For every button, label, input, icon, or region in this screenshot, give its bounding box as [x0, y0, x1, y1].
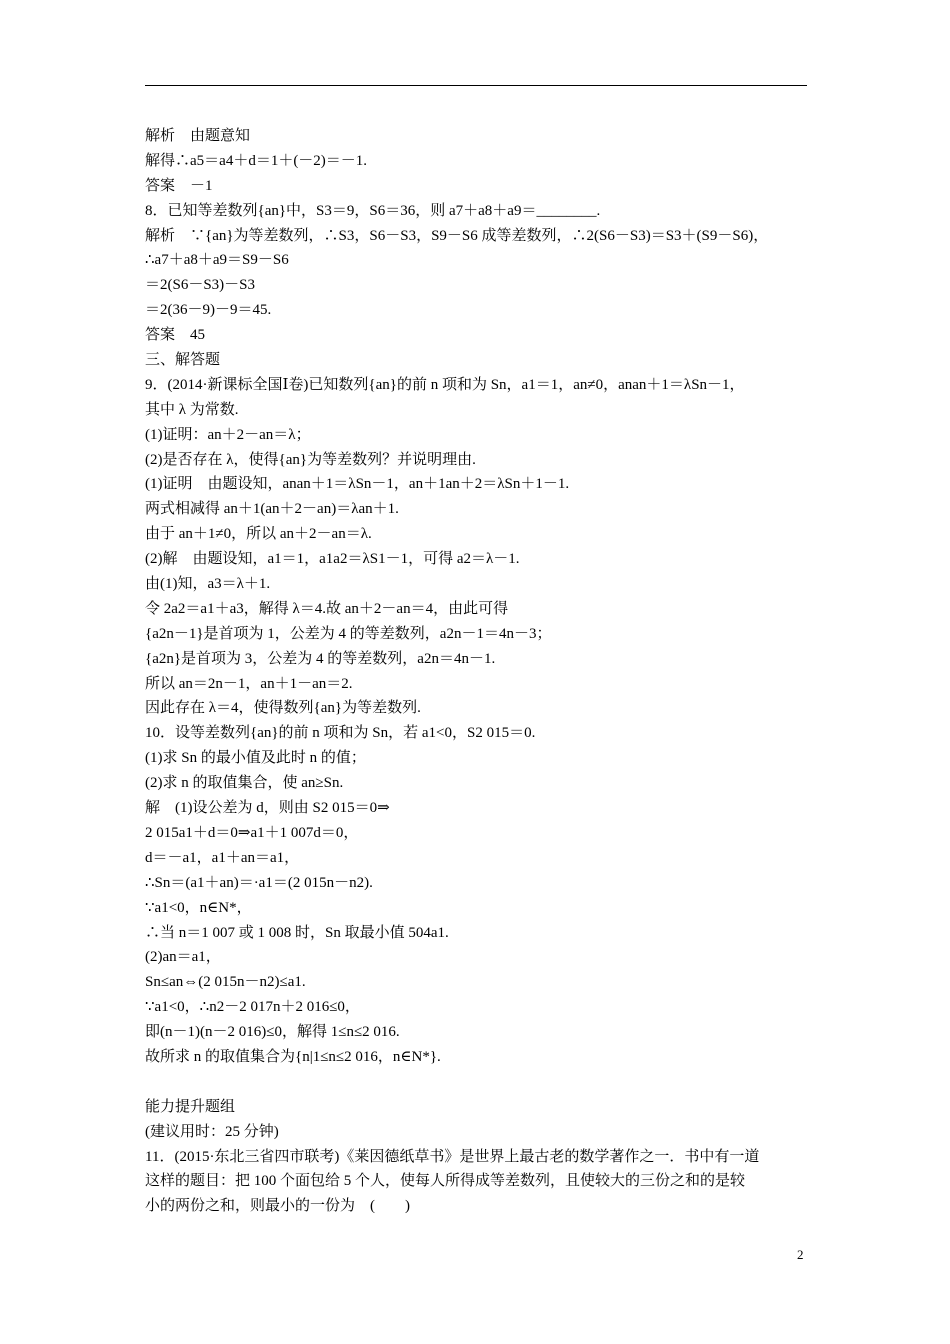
- text-line: ＝2(S6－S3)－S3: [145, 277, 256, 294]
- text-line: 故所求 n 的取值集合为{n|1≤n≤2 016，n∈N*}.: [145, 1048, 441, 1065]
- text-line: {a2n－1}是首项为 1，公差为 4 的等差数列，a2n－1＝4n－3；: [145, 625, 552, 642]
- text-line: 答案 45: [145, 327, 206, 344]
- text-line: 所以 an＝2n－1，an＋1－an＝2.: [145, 675, 353, 692]
- text-line: 即(n－1)(n－2 016)≤0，解得 1≤n≤2 016.: [145, 1024, 400, 1041]
- question-11: 11．(2015·东北三省四市联考)《莱因德纸草书》是世界上最古老的数学著作之一．书中有一道: [145, 1148, 760, 1165]
- text-line: (1)求 Sn 的最小值及此时 n 的值；: [145, 750, 366, 767]
- text-line: (2)an＝a1，: [145, 949, 221, 966]
- text-line: d＝－a1，a1＋an＝a1，: [145, 849, 300, 866]
- text-line: 解析 ∵{an}为等差数列，∴S3，S6－S3，S9－S6 成等差数列，∴2(S6－S3)＝S3＋(S9－S6)，: [145, 227, 769, 244]
- text-line: (2)解 由题设知，a1＝1，a1a2＝λS1－1，可得 a2＝λ－1.: [145, 551, 520, 568]
- text-line: (2)是否存在 λ，使得{an}为等差数列？并说明理由.: [145, 451, 476, 468]
- text-line: 由(1)知，a3＝λ＋1.: [145, 576, 271, 593]
- text-line: 这样的题目：把 100 个面包给 5 个人，使每人所得成等差数列，且使较大的三份之和的是较: [145, 1173, 746, 1190]
- text-line: (1)证明 由题设知，anan＋1＝λSn－1，an＋1an＋2＝λSn＋1－1.: [145, 476, 570, 493]
- text-line: 其中 λ 为常数.: [145, 401, 239, 418]
- suggested-time: (建议用时：25 分钟): [145, 1123, 279, 1140]
- text-line: 解 (1)设公差为 d，则由 S2 015＝0⇒: [145, 800, 390, 817]
- text-line: ∵a1<0，∴n2－2 017n＋2 016≤0，: [145, 999, 360, 1016]
- text-line: Sn≤an⇔(2 015n－n2)≤a1.: [145, 974, 306, 991]
- text-line: 小的两份之和，则最小的一份为 ( ): [145, 1198, 410, 1215]
- text-line: 由于 an＋1≠0，所以 an＋2－an＝λ.: [145, 526, 372, 543]
- document-body: [145, 124, 815, 1219]
- page-number: 2: [797, 1247, 804, 1262]
- text-line: ＝2(36－9)－9＝45.: [145, 302, 272, 319]
- text-line: (2)求 n 的取值集合，使 an≥Sn.: [145, 775, 344, 792]
- text-line: 2 015a1＋d＝0⇒a1＋1 007d＝0，: [145, 824, 359, 841]
- text-line: {a2n}是首项为 3，公差为 4 的等差数列，a2n＝4n－1.: [145, 650, 496, 667]
- header-rule: [145, 85, 807, 86]
- text-line: ∴Sn＝(a1＋an)＝·a1＝(2 015n－n2).: [145, 874, 373, 891]
- text-line: 解析 由题意知: [145, 128, 251, 144]
- text-line: (1)证明：an＋2－an＝λ；: [145, 426, 311, 443]
- text-line: 令 2a2＝a1＋a3，解得 λ＝4.故 an＋2－an＝4，由此可得: [145, 600, 509, 617]
- question-10: 10．设等差数列{an}的前 n 项和为 Sn，若 a1<0，S2 015＝0.: [145, 725, 536, 742]
- section-heading: 三、解答题: [145, 352, 221, 369]
- blank-line: [145, 1070, 815, 1095]
- text-line: ∵a1<0，n∈N*，: [145, 899, 252, 916]
- question-9: 9．(2014·新课标全国Ⅰ卷)已知数列{an}的前 n 项和为 Sn，a1＝1，an≠0，anan＋1＝λSn－1，: [145, 376, 745, 393]
- text-line: 答案 －1: [145, 177, 213, 194]
- section-title: 能力提升题组: [145, 1098, 236, 1115]
- text-line: 两式相减得 an＋1(an＋2－an)＝λan＋1.: [145, 501, 399, 518]
- text-line: ∴a7＋a8＋a9＝S9－S6: [145, 252, 289, 269]
- text-line: ∴当 n＝1 007 或 1 008 时，Sn 取最小值 504a1.: [145, 924, 449, 941]
- question-8: 8．已知等差数列{an}中，S3＝9，S6＝36，则 a7＋a8＋a9＝________.: [145, 202, 601, 219]
- text-line: 解得∴a5＝a4＋d＝1＋(－2)＝－1.: [145, 152, 368, 169]
- text-line: 因此存在 λ＝4，使得数列{an}为等差数列.: [145, 700, 421, 717]
